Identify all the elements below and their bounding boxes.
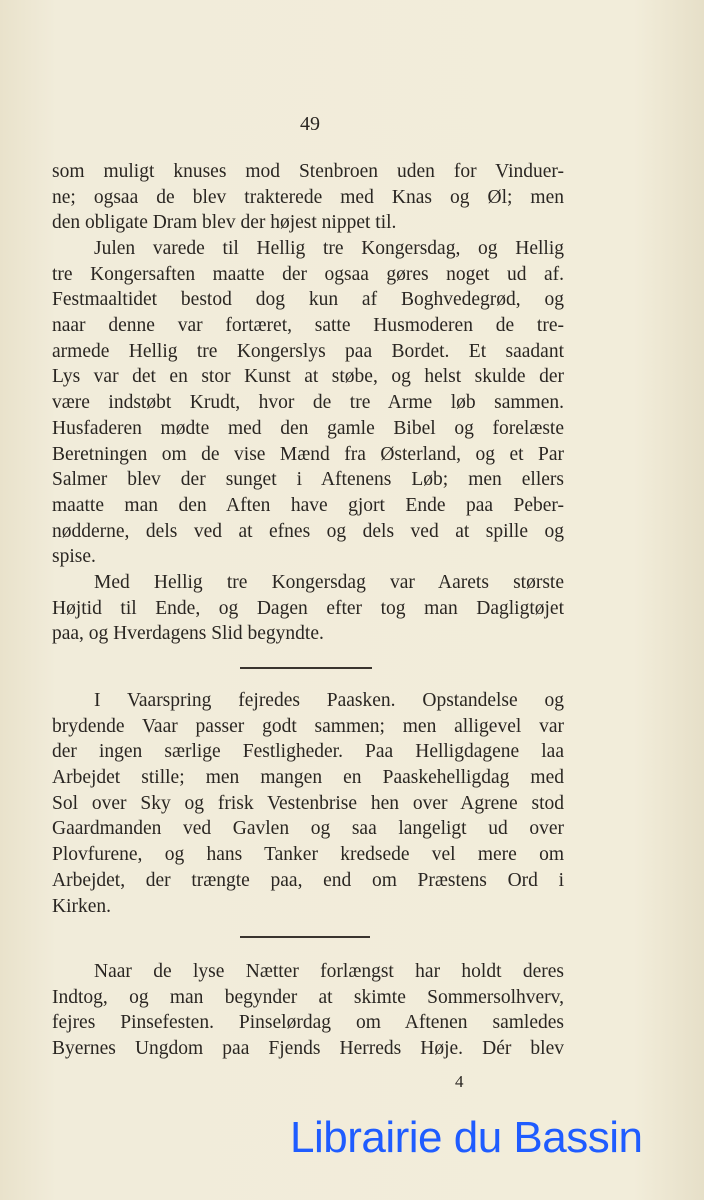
text-line: den obligate Dram blev der højest nippet til. [52, 212, 397, 234]
text-line: Naar de lyse Nætter forlængst har holdt deres [94, 961, 564, 982]
text-line: Festmaaltidet bestod dog kun af Boghvedegrød, og [52, 289, 564, 311]
text-line: I Vaarspring fejredes Paasken. Opstandelse og [94, 690, 564, 711]
watermark: Librairie du Bassin [290, 1113, 643, 1162]
section-divider [240, 667, 372, 669]
text-line: Beretningen om de vise Mænd fra Østerland, og et Par [52, 443, 564, 465]
text-line: Indtog, og man begynder at skimte Sommersolhverv, [52, 986, 564, 1008]
text-line: som muligt knuses mod Stenbroen uden for Vinduer- [52, 161, 564, 182]
text-line: paa, og Hverdagens Slid begyndte. [52, 623, 324, 645]
paragraph-5 [52, 959, 564, 1062]
section-divider [240, 936, 370, 938]
text-line: Lys var det en stor Kunst at støbe, og helst skulde der [52, 366, 564, 388]
text-line: fejres Pinsefesten. Pinselørdag om Aftenen samledes [52, 1012, 564, 1034]
text-line: Med Hellig tre Kongersdag var Aarets største [94, 572, 564, 593]
text-line: nødderne, dels ved at efnes og dels ved at spille og [52, 520, 564, 542]
text-line: Husfaderen mødte med den gamle Bibel og forelæste [52, 417, 564, 439]
paragraph-1 [52, 159, 564, 236]
text-line: Sol over Sky og frisk Vestenbrise hen over Agrene stod [52, 792, 564, 814]
text-line: der ingen særlige Festligheder. Paa Helligdagene laa [52, 741, 564, 763]
paragraph-3 [52, 570, 564, 647]
paragraph-4 [52, 688, 564, 919]
signature-mark: 4 [455, 1072, 464, 1091]
text-line: naar denne var fortæret, satte Husmoderen de tre- [52, 315, 564, 337]
text-line: Gaardmanden ved Gavlen og saa langeligt ud over [52, 818, 564, 840]
text-line: ne; ogsaa de blev trakterede med Knas og Øl; men [52, 186, 564, 208]
text-line: armede Hellig tre Kongerslys paa Bordet. Et saadant [52, 340, 564, 362]
text-line: spise. [52, 546, 96, 568]
text-line: Højtid til Ende, og Dagen efter tog man Dagligtøjet [52, 597, 564, 619]
text-line: tre Kongersaften maatte der ogsaa gøres noget ud af. [52, 263, 564, 285]
text-line: Arbejdet stille; men mangen en Paaskehelligdag med [52, 767, 564, 789]
text-line: brydende Vaar passer godt sammen; men alligevel var [52, 715, 564, 737]
text-line: Arbejdet, der trængte paa, end om Præstens Ord i [52, 869, 564, 891]
page-number: 49 [300, 113, 320, 135]
paragraph-2 [52, 236, 564, 570]
text-line: maatte man den Aften have gjort Ende paa Peber- [52, 494, 564, 516]
text-line: Salmer blev der sunget i Aftenens Løb; men ellers [52, 469, 564, 491]
text-line: Kirken. [52, 895, 112, 917]
text-line: være indstøbt Krudt, hvor de tre Arme løb sammen. [52, 392, 564, 414]
text-line: Julen varede til Hellig tre Kongersdag, og Hellig [94, 238, 564, 259]
text-line: Byernes Ungdom paa Fjends Herreds Høje. Dér blev [52, 1038, 564, 1060]
text-line: Plovfurene, og hans Tanker kredsede vel mere om [52, 844, 564, 866]
